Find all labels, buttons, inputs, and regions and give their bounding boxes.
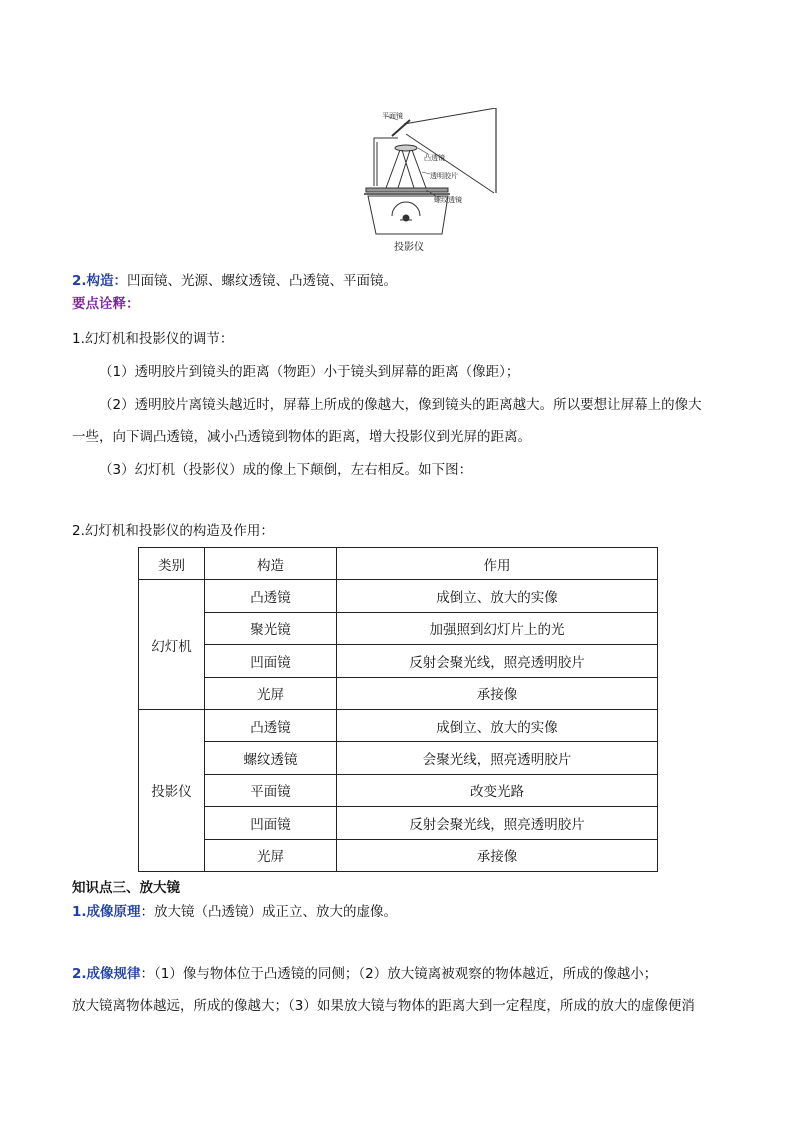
table-row (139, 612, 658, 644)
adjust-item-2b: 一些，向下调凸透镜，减小凸透镜到物体的距离，增大投影仪到光屏的距离。 (72, 429, 531, 445)
support-arm (374, 138, 398, 186)
table-row (139, 807, 658, 839)
adjust-item-1: （1）透明胶片到镜头的距离（物距）小于镜头到屏幕的距离（像距）； (99, 364, 520, 380)
function-cell: 反射会聚光线，照亮透明胶片 (337, 807, 658, 839)
key-points-title: 要点诠释： (72, 296, 140, 312)
magnifier-heading: 知识点三、放大镜 (72, 880, 180, 896)
header-function: 作用 (337, 548, 658, 580)
rule-line-1 (72, 963, 732, 985)
adjust-item-2a: （2）透明胶片离镜头越近时，屏幕上所成的像越大，像到镜头的距离越大。所以要想让屏幕上的像大 (99, 397, 702, 413)
table-row (139, 742, 658, 774)
header-category: 类别 (139, 548, 205, 580)
part-cell: 凸透镜 (205, 709, 337, 741)
part-cell: 螺纹透镜 (205, 742, 337, 774)
rule-line-2: 放大镜离物体越远，所成的像越大；（3）如果放大镜与物体的距离大到一定程度，所成的放大的虚像便消 (72, 998, 695, 1014)
table-row (139, 645, 658, 677)
function-cell: 成倒立、放大的实像 (337, 580, 658, 612)
structure-line (72, 270, 732, 292)
slide-platform (366, 188, 448, 192)
structure-num: 2. (72, 273, 87, 289)
label-slide: 透明胶片 (430, 172, 458, 180)
cone-left (386, 150, 400, 188)
table-header-row (139, 548, 658, 580)
table-row (139, 580, 658, 612)
category-cell: 投影仪 (139, 709, 205, 871)
part-cell: 光屏 (205, 677, 337, 709)
function-cell: 反射会聚光线，照亮透明胶片 (337, 645, 658, 677)
principle-text: ：放大镜（凸透镜）成正立、放大的虚像。 (140, 904, 398, 920)
structure-title: 构造 (86, 273, 114, 289)
category-cell: 幻灯机 (139, 580, 205, 710)
light-ray-lower (406, 134, 494, 193)
projector-diagram (364, 108, 500, 254)
function-cell: 成倒立、放大的实像 (337, 709, 658, 741)
principle-num: 1. (72, 904, 87, 920)
table-row (139, 677, 658, 709)
function-cell: 加强照到幻灯片上的光 (337, 612, 658, 644)
structure-table (138, 547, 658, 872)
label-fresnel: 螺纹透镜 (434, 196, 462, 204)
principle-title: 成像原理 (86, 904, 141, 920)
structure-colon: ： (113, 273, 128, 289)
function-cell: 承接像 (337, 839, 658, 871)
label-convex-lens: 凸透镜 (424, 154, 445, 162)
part-cell: 凹面镜 (205, 645, 337, 677)
function-cell: 会聚光线，照亮透明胶片 (337, 742, 658, 774)
figure-caption: 投影仪 (394, 242, 424, 253)
table-heading: 2.幻灯机和投影仪的构造及作用： (72, 523, 274, 539)
part-cell: 平面镜 (205, 774, 337, 806)
function-cell: 承接像 (337, 677, 658, 709)
adjust-item-3: （3）幻灯机（投影仪）成的像上下颠倒，左右相反。如下图： (99, 462, 473, 478)
structure-text: 凹面镜、光源、螺纹透镜、凸透镜、平面镜。 (127, 273, 398, 289)
table-row (139, 839, 658, 871)
part-cell: 凹面镜 (205, 807, 337, 839)
part-cell: 凸透镜 (205, 580, 337, 612)
rule-title: 成像规律 (86, 966, 141, 982)
light-ray-upper (404, 108, 496, 124)
part-cell: 光屏 (205, 839, 337, 871)
part-cell: 聚光镜 (205, 612, 337, 644)
function-cell: 改变光路 (337, 774, 658, 806)
plane-mirror (392, 120, 410, 136)
label-plane-mirror: 平面镜 (382, 112, 403, 120)
convex-lens (395, 145, 417, 151)
table-row (139, 774, 658, 806)
rule-num: 2. (72, 966, 87, 982)
rule-text-1: ：（1）像与物体位于凸透镜的同侧；（2）放大镜离被观察的物体越近，所成的像越小； (140, 966, 658, 982)
header-part: 构造 (205, 548, 337, 580)
table-row (139, 709, 658, 741)
adjust-heading: 1.幻灯机和投影仪的调节： (72, 331, 234, 347)
principle-line (72, 901, 732, 923)
concave-mirror (392, 202, 420, 216)
